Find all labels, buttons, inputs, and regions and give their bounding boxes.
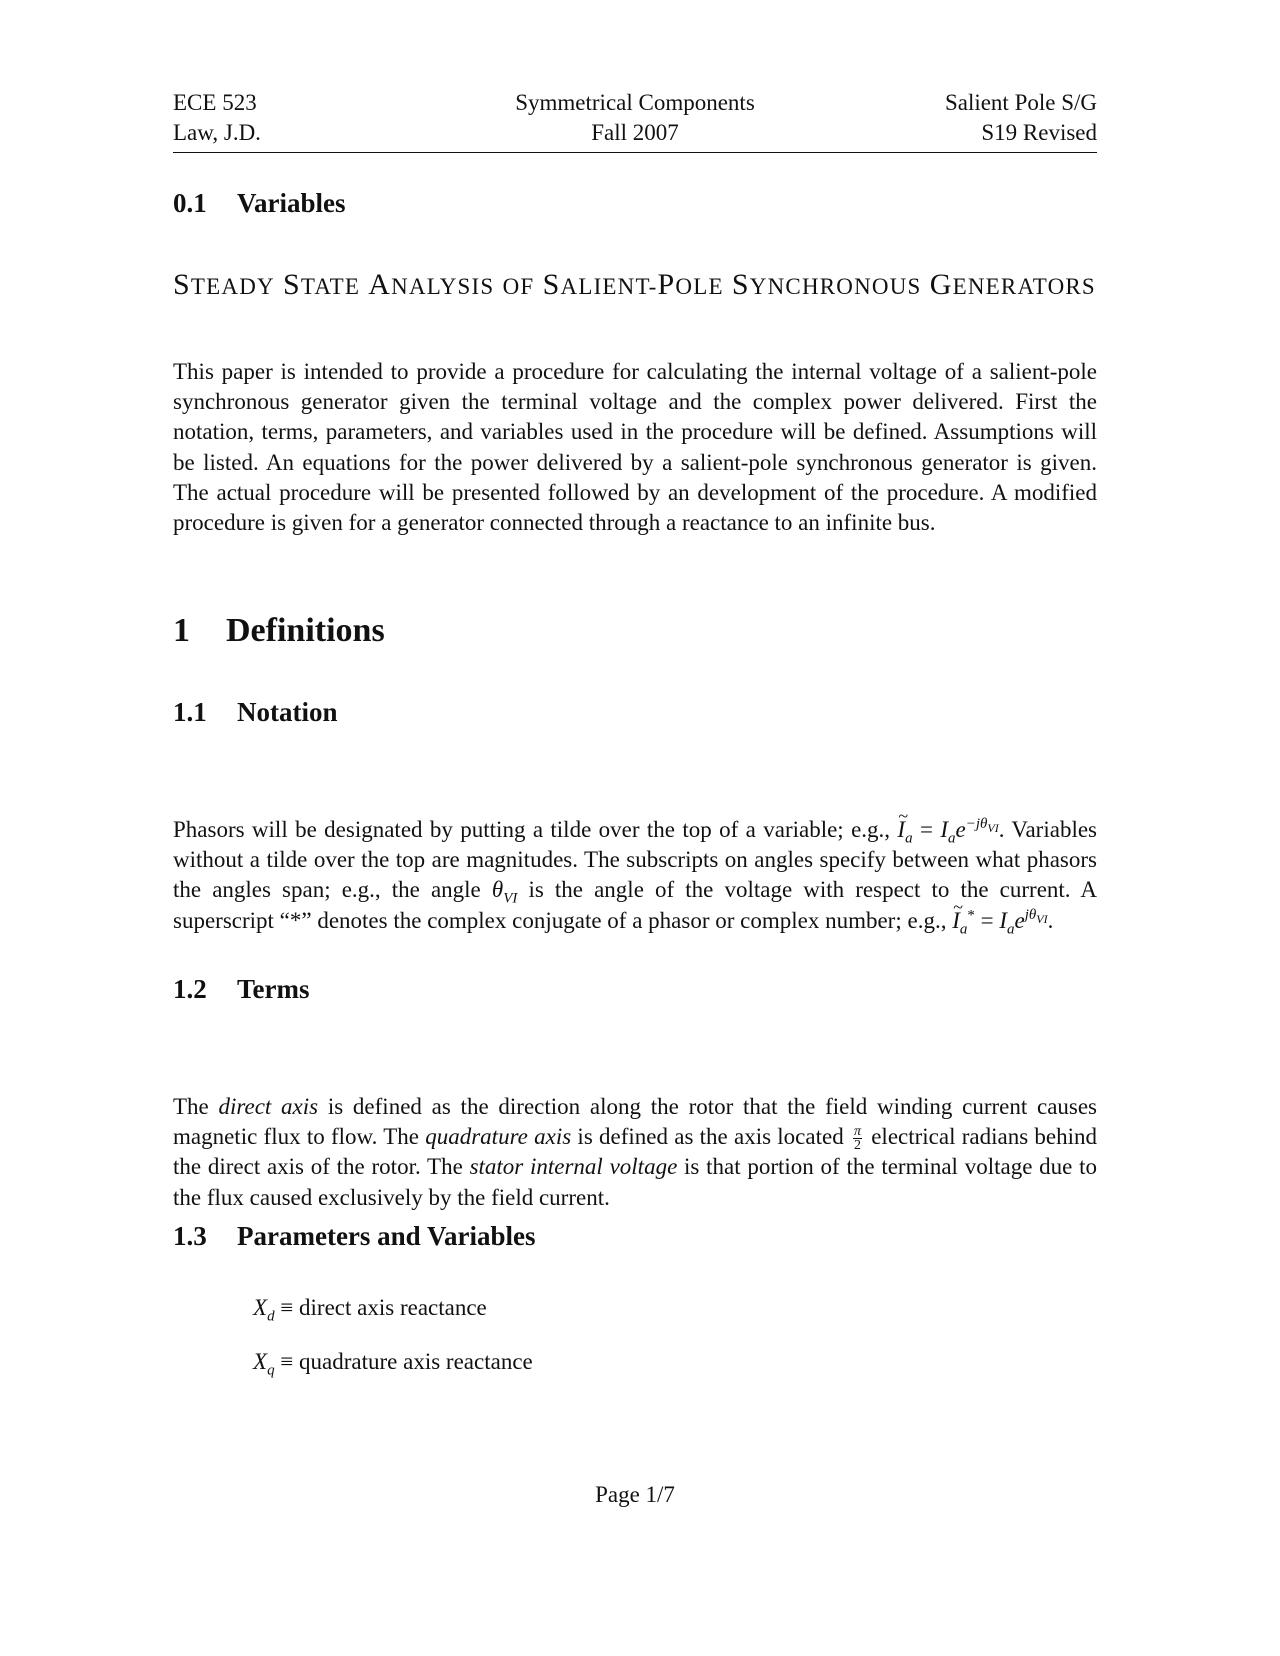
equals-sign: = xyxy=(919,817,933,842)
section-heading-1 xyxy=(173,612,385,650)
subscript-vi: VI xyxy=(503,891,518,907)
intro-paragraph: This paper is intended to provide a procedure for calculating the internal voltage of a salient-pole synchronous generator given the terminal voltage and the complex power delivered. First the notation, terms, parameters, and variables used in the procedure will be defined. Assumptions will be listed. An equations for the power delivered by a salient-pole synchronous generator is given. The actual procedure will be presented followed by an development of the procedure. A modified procedure is given for a generator connected through a reactance to an infinite bus. xyxy=(173,359,1097,536)
subscript-a: a xyxy=(1007,921,1015,938)
euler-e: e xyxy=(1014,907,1025,933)
exponent-positive: jθ xyxy=(1024,906,1037,923)
definition-xq xyxy=(253,1347,533,1377)
page-number: Page 1/7 xyxy=(595,1482,675,1507)
subscript-vi: VI xyxy=(1036,911,1048,926)
section-number: 1 xyxy=(173,612,190,649)
notation-text-4: . xyxy=(1047,907,1054,933)
definition-symbol: X xyxy=(253,1295,268,1320)
title-word: SALIENT xyxy=(542,268,649,301)
section-title: Parameters and Variables xyxy=(237,1221,536,1251)
author: Law, J.D. xyxy=(173,120,261,145)
subscript-vi: VI xyxy=(987,821,999,836)
title-word: POLE xyxy=(657,268,724,301)
definition-subscript: q xyxy=(267,1362,275,1379)
notation-text-2: . Variables without a tilde over the top are magnitudes. The subscripts on angles specify between what phasors the angles span; e.g., the angle xyxy=(173,817,1097,903)
document-revision: S19 Revised xyxy=(981,120,1097,145)
title-word: OF xyxy=(502,274,535,299)
terms-text-4: electrical radians behind the direct axis of the rotor. The xyxy=(173,1124,1097,1180)
phasor-current-conjugate-symbol: I ~ xyxy=(952,906,960,936)
section-number: 1.1 xyxy=(173,697,207,727)
phasor-current-symbol: I ~ xyxy=(897,815,905,845)
terms-text-1: The xyxy=(173,1094,219,1119)
notation-text-1: Phasors will be designated by putting a tilde over the top of a variable; e.g., xyxy=(173,817,898,842)
euler-e: e xyxy=(955,817,966,842)
terms-text-5: is that portion of the terminal voltage due to the flux caused exclusively by the field current. xyxy=(173,1154,1097,1210)
terms-text-2: is defined as the direction along the rotor that the field winding current causes magnetic flux to flow. The xyxy=(173,1094,1098,1150)
notation-text-3: is the angle of the voltage with respect to the current. A superscript “*” denotes the complex conjugate of a phasor or complex number; e.g., xyxy=(173,877,1097,933)
document-page xyxy=(173,0,1097,1656)
conjugate-star: * xyxy=(967,906,975,923)
title-word: STEADY xyxy=(173,268,275,301)
equivalence-sign: ≡ xyxy=(280,1349,294,1374)
title-hyphen: - xyxy=(648,274,658,299)
term-direct-axis: direct axis xyxy=(218,1094,319,1119)
section-title: Notation xyxy=(237,697,338,727)
course-code: ECE 523 xyxy=(173,90,257,115)
definition-subscript: d xyxy=(267,1308,275,1325)
section-title: Terms xyxy=(237,974,310,1004)
subscript-a: a xyxy=(947,830,956,847)
header-right xyxy=(945,88,1097,148)
title-word: GENERATORS xyxy=(929,268,1096,301)
theta-symbol: θ xyxy=(491,877,504,903)
current-magnitude: I xyxy=(940,817,948,842)
fraction-denominator: 2 xyxy=(853,1138,861,1154)
current-magnitude: I xyxy=(999,907,1008,933)
title-word: SYNCHRONOUS xyxy=(731,268,922,301)
running-header xyxy=(173,86,1097,153)
exponent-negative: −jθ xyxy=(965,816,988,833)
subscript-a: a xyxy=(905,830,913,847)
definition-xd xyxy=(253,1293,487,1323)
section-heading-1-3 xyxy=(173,1221,535,1252)
pi-over-two-fraction xyxy=(853,1125,862,1152)
subscript-a: a xyxy=(959,921,968,938)
section-number: 1.2 xyxy=(173,974,207,1004)
equivalence-sign: ≡ xyxy=(280,1295,294,1320)
section-number: 1.3 xyxy=(173,1221,207,1251)
course-topic: Symmetrical Components xyxy=(515,90,755,115)
terms-paragraph xyxy=(173,1092,1097,1213)
term-quadrature-axis: quadrature axis xyxy=(425,1124,572,1150)
section-heading-0-1 xyxy=(173,188,346,219)
definition-text: quadrature axis reactance xyxy=(299,1349,533,1374)
section-title: Variables xyxy=(237,188,346,218)
definition-symbol: X xyxy=(253,1349,268,1374)
section-number: 0.1 xyxy=(173,188,207,218)
section-heading-1-2 xyxy=(173,974,310,1005)
document-title xyxy=(173,270,1097,302)
term-stator-internal-voltage: stator internal voltage xyxy=(469,1154,678,1180)
equals-sign: = xyxy=(980,907,994,933)
section-title: Definitions xyxy=(226,612,385,649)
title-word: ANALYSIS xyxy=(368,268,495,301)
fraction-numerator: π xyxy=(853,1124,861,1140)
terms-text-3: is defined as the axis located xyxy=(571,1124,850,1150)
document-subject: Salient Pole S/G xyxy=(944,90,1097,115)
term: Fall 2007 xyxy=(591,120,679,145)
title-word: STATE xyxy=(283,268,361,301)
notation-paragraph xyxy=(173,815,1097,936)
definition-text: direct axis reactance xyxy=(299,1295,487,1320)
section-heading-1-1 xyxy=(173,697,338,728)
